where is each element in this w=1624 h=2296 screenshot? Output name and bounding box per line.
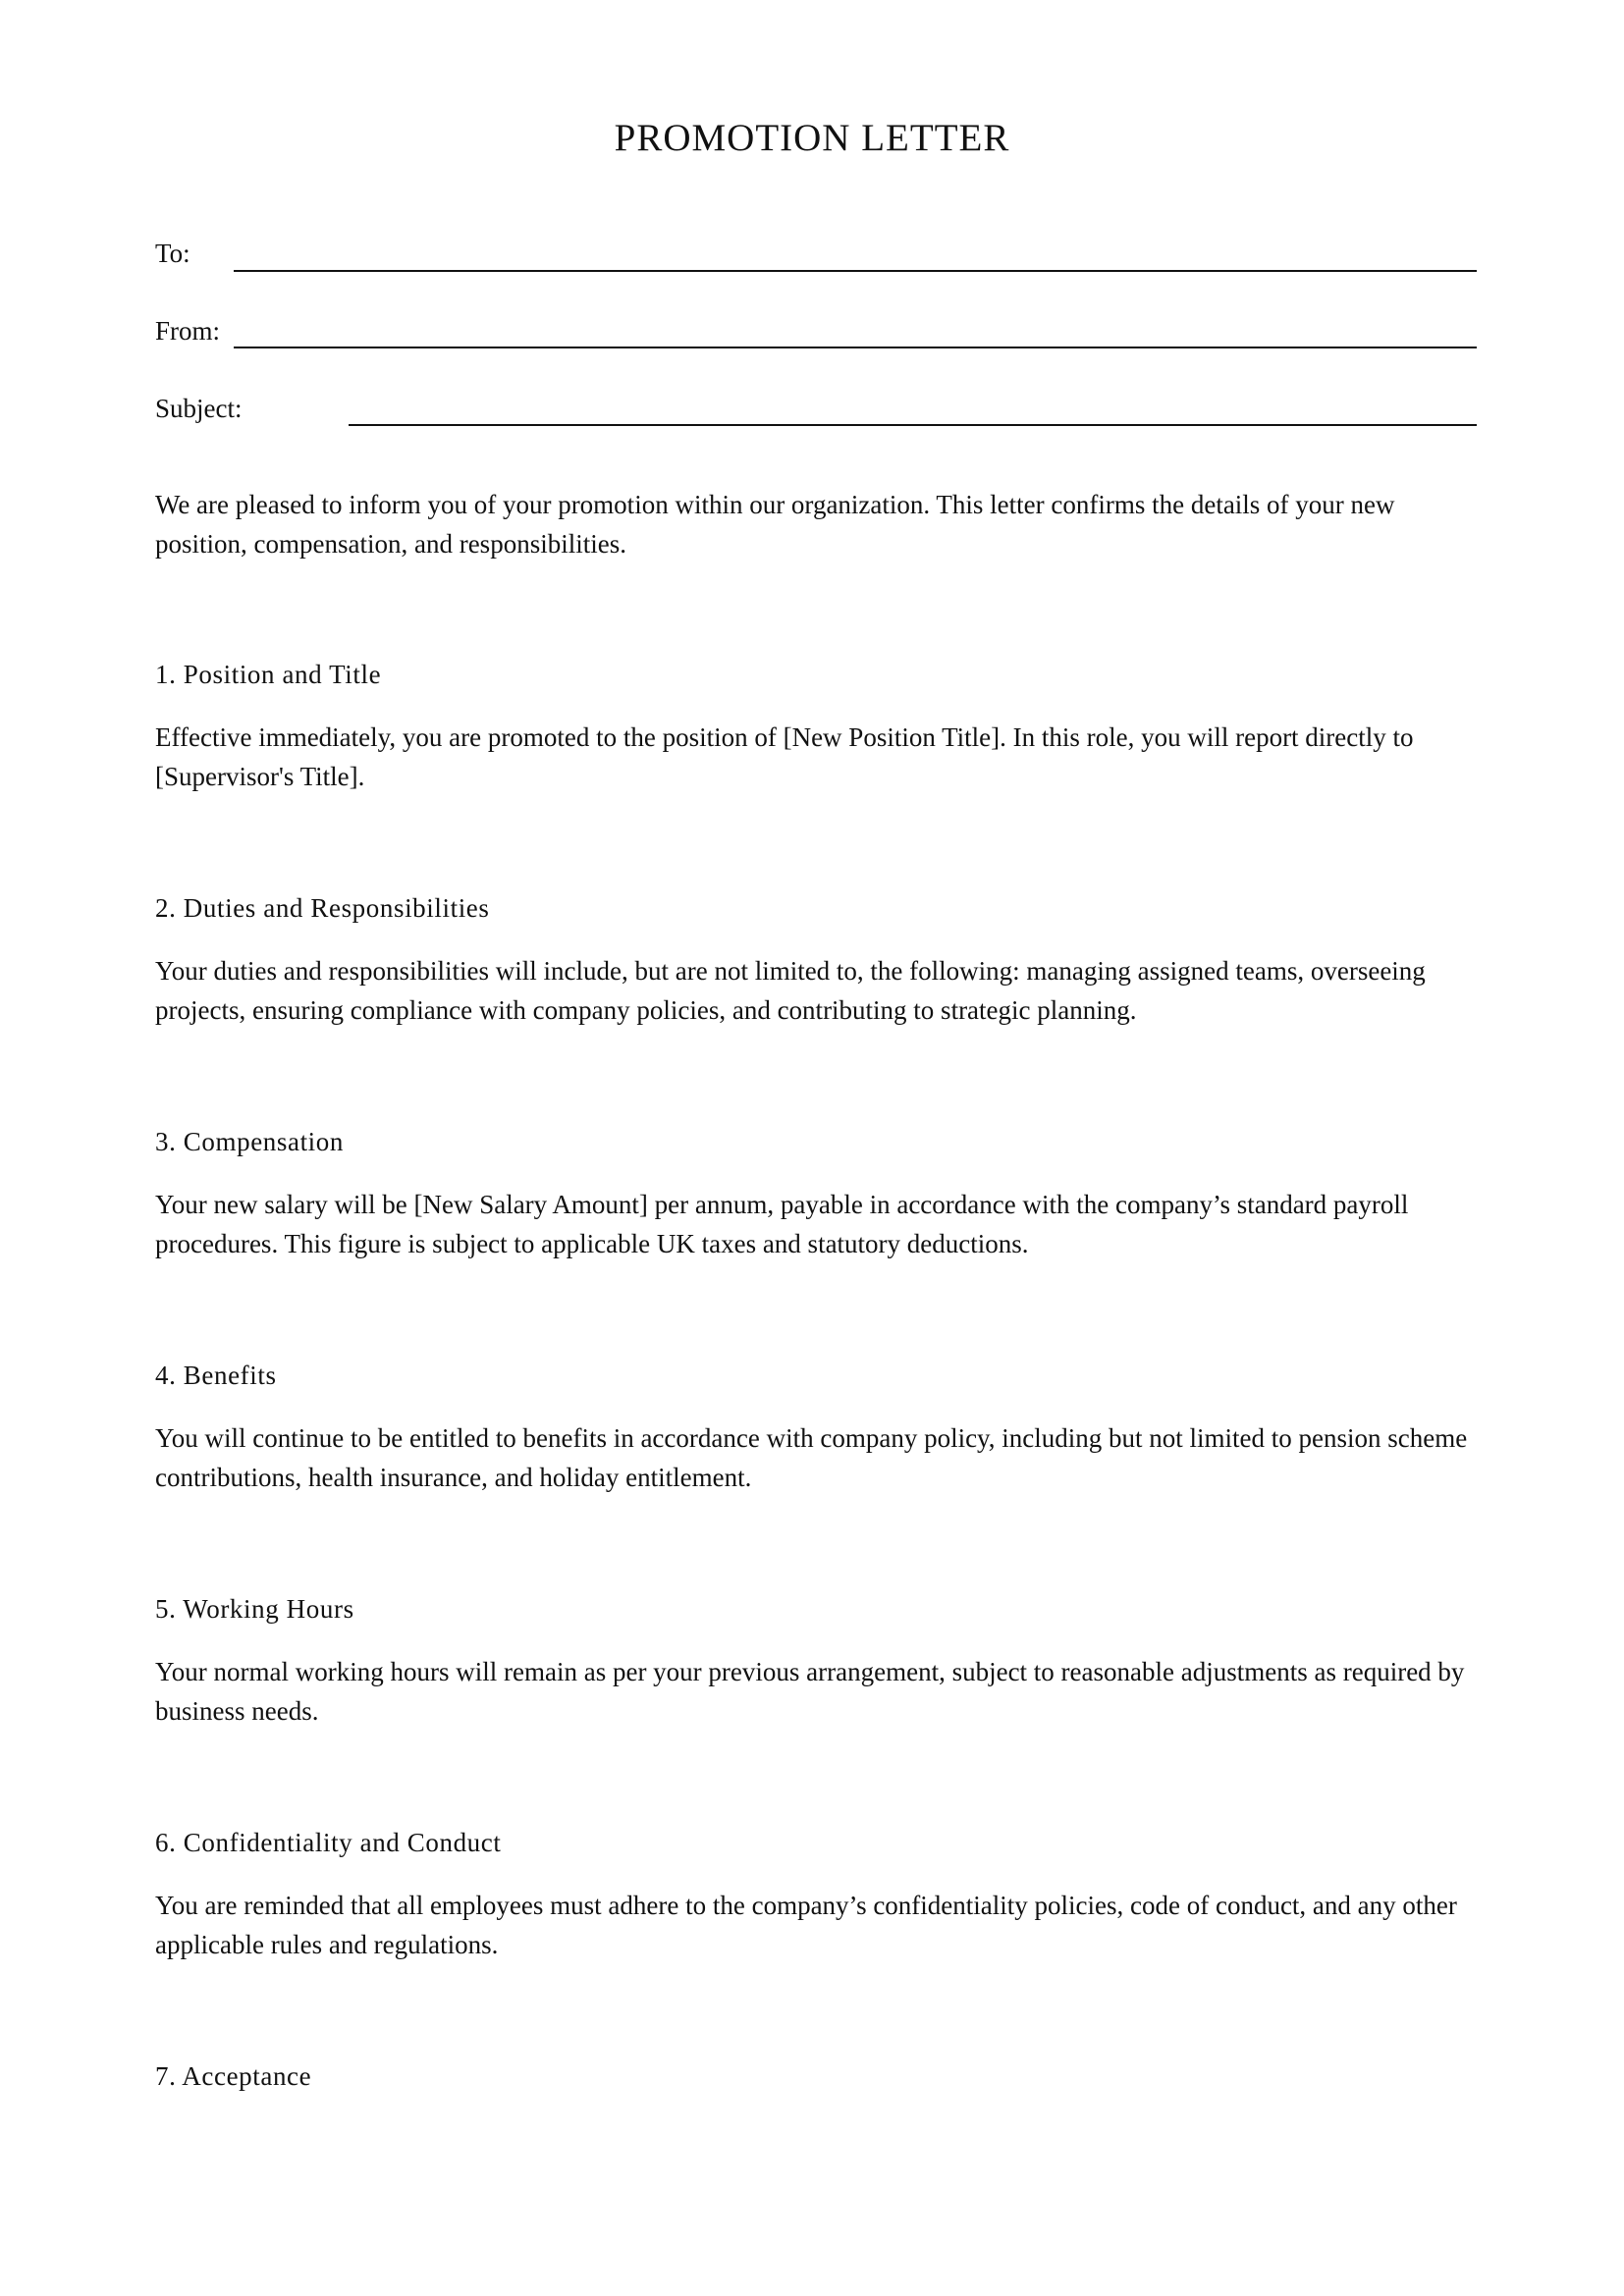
subject-label: Subject: [155, 394, 243, 423]
section-body-working-hours: Your normal working hours will remain as per your previous arrangement, subject to reasonable adjustments as required by business needs. [155, 1657, 1465, 1726]
section-heading-confidentiality: 6. Confidentiality and Conduct [155, 1828, 502, 1857]
to-label: To: [155, 239, 190, 268]
section-heading-acceptance: 7. Acceptance [155, 2061, 312, 2091]
to-line [234, 270, 1477, 272]
section-heading-benefits: 4. Benefits [155, 1361, 277, 1390]
intro-paragraph: We are pleased to inform you of your promotion within our organization. This letter confirms the details of your new position, compensation, and responsibilities. [155, 490, 1395, 559]
section-heading-compensation: 3. Compensation [155, 1127, 344, 1156]
section-body-duties: Your duties and responsibilities will include, but are not limited to, the following: managing assigned teams, overseeing projects, ensuring compliance with company policies, and contributing to strategic planning. [155, 956, 1426, 1025]
section-heading-position: 1. Position and Title [155, 660, 382, 689]
section-body-compensation: Your new salary will be [New Salary Amount] per annum, payable in accordance with the company’s standard payroll procedures. This figure is subject to applicable UK taxes and statutory deductions. [155, 1190, 1409, 1258]
section-body-position: Effective immediately, you are promoted to the position of [New Position Title]. In this role, you will report directly to [Supervisor's Title]. [155, 722, 1414, 791]
from-field [155, 316, 1477, 355]
section-heading-duties: 2. Duties and Responsibilities [155, 893, 490, 923]
document-title: PROMOTION LETTER [614, 117, 1010, 159]
from-label: From: [155, 316, 221, 346]
from-line [234, 347, 1477, 348]
section-body-confidentiality: You are reminded that all employees must adhere to the company’s confidentiality policies, code of conduct, and any other applicable rules and regulations. [155, 1891, 1457, 1959]
subject-line [349, 424, 1477, 426]
section-body-benefits: You will continue to be entitled to benefits in accordance with company policy, including but not limited to pension scheme contributions, health insurance, and holiday entitlement. [155, 1423, 1468, 1492]
to-field [155, 239, 1477, 278]
section-heading-working-hours: 5. Working Hours [155, 1594, 354, 1624]
subject-field [155, 394, 1477, 433]
